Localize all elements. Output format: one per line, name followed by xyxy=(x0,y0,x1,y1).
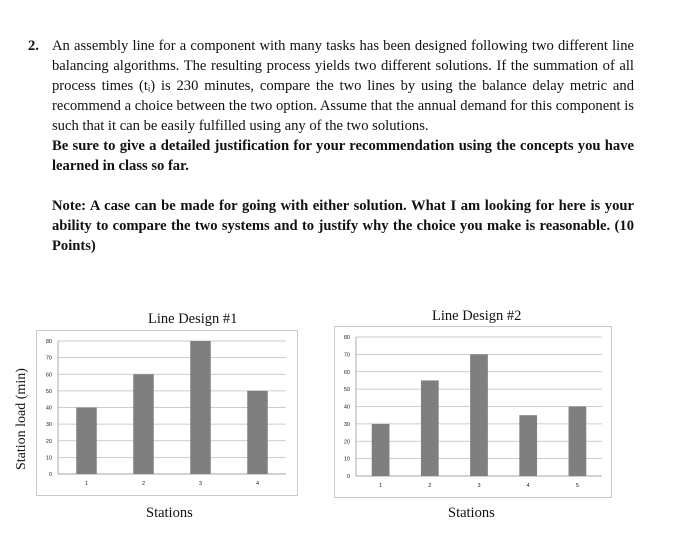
chart-1-bar-station-3 xyxy=(190,341,211,474)
chart-2-ytick-label: 40 xyxy=(343,404,350,411)
chart-1-ytick-label: 40 xyxy=(45,405,52,412)
problem-2 xyxy=(28,36,634,256)
chart-2-ytick-label: 60 xyxy=(343,369,350,376)
question-note: Note: A case can be made for going with either solution. What I am looking for here is your ability to compare the two systems and to justify why the choice you make is reasonable. (10 Points) xyxy=(52,198,634,254)
chart-1-bar-station-4 xyxy=(247,391,268,474)
question-body xyxy=(52,36,634,256)
chart-1-ytick-label: 20 xyxy=(45,438,52,445)
chart-2-xtick-label: 2 xyxy=(428,483,432,489)
chart-2-ytick-label: 50 xyxy=(343,387,350,394)
chart-2-ytick-label: 80 xyxy=(343,335,350,341)
chart-1-ytick-label: 60 xyxy=(45,372,52,379)
chart-1-ytick-label: 80 xyxy=(45,339,52,345)
chart-2-ytick-label: 20 xyxy=(343,439,350,446)
chart-1-xtick-label: 1 xyxy=(84,481,89,487)
chart-2-bar-station-2 xyxy=(421,380,439,476)
chart-1-ytick-label: 30 xyxy=(45,422,52,429)
chart-2-ytick-label: 30 xyxy=(343,421,350,428)
chart-2-xtick-label: 5 xyxy=(575,483,579,489)
chart-1-bar-station-1 xyxy=(76,408,97,475)
chart-1-xtick-label: 3 xyxy=(198,481,203,487)
chart-2-ytick-label: 70 xyxy=(343,352,350,359)
line-design-2-chart xyxy=(334,326,612,498)
chart-2-xtick-label: 4 xyxy=(526,483,530,489)
chart-2-ytick-label: 10 xyxy=(343,456,350,463)
chart-2-xtick-label: 3 xyxy=(477,483,481,489)
chart-2-ytick-label: 0 xyxy=(346,474,350,480)
y-axis-label: Station load (min) xyxy=(14,368,29,470)
chart-1-ytick-label: 10 xyxy=(45,455,52,462)
chart-2-bar-station-3 xyxy=(470,354,488,476)
chart-2-xlabel: Stations xyxy=(448,505,495,521)
question-number: 2. xyxy=(28,38,39,54)
chart-2-bar-station-4 xyxy=(519,415,537,476)
chart-1-xtick-label: 2 xyxy=(141,481,146,487)
chart-2-bar-station-1 xyxy=(372,424,390,476)
chart-1-xtick-label: 4 xyxy=(255,481,260,487)
chart-1-ytick-label: 0 xyxy=(48,472,52,478)
chart-2-title: Line Design #2 xyxy=(432,308,522,324)
chart-2-xtick-label: 1 xyxy=(379,483,383,489)
chart-2-bar-station-5 xyxy=(569,407,587,477)
chart-1-xlabel: Stations xyxy=(146,505,193,521)
chart-1-title: Line Design #1 xyxy=(148,311,238,327)
chart-1-ytick-label: 50 xyxy=(45,388,52,395)
line-design-1-chart xyxy=(36,330,298,496)
chart-1-bar-station-2 xyxy=(133,374,154,474)
chart-1-ytick-label: 70 xyxy=(45,355,52,362)
question-emphasis: Be sure to give a detailed justification for your recommendation using the concepts you have learned in class so far. xyxy=(52,138,634,174)
question-text: An assembly line for a component with many tasks has been designed following two different line balancing algorithms. The resulting process yields two different solutions. If the summation of all process times (tᵢ) is 230 minutes, compare the two lines by using the balance delay metric and recommend a choice between the two option. Assume that the annual demand for this component is such that it can be easily fulfilled using any of the two solutions. xyxy=(52,38,634,134)
